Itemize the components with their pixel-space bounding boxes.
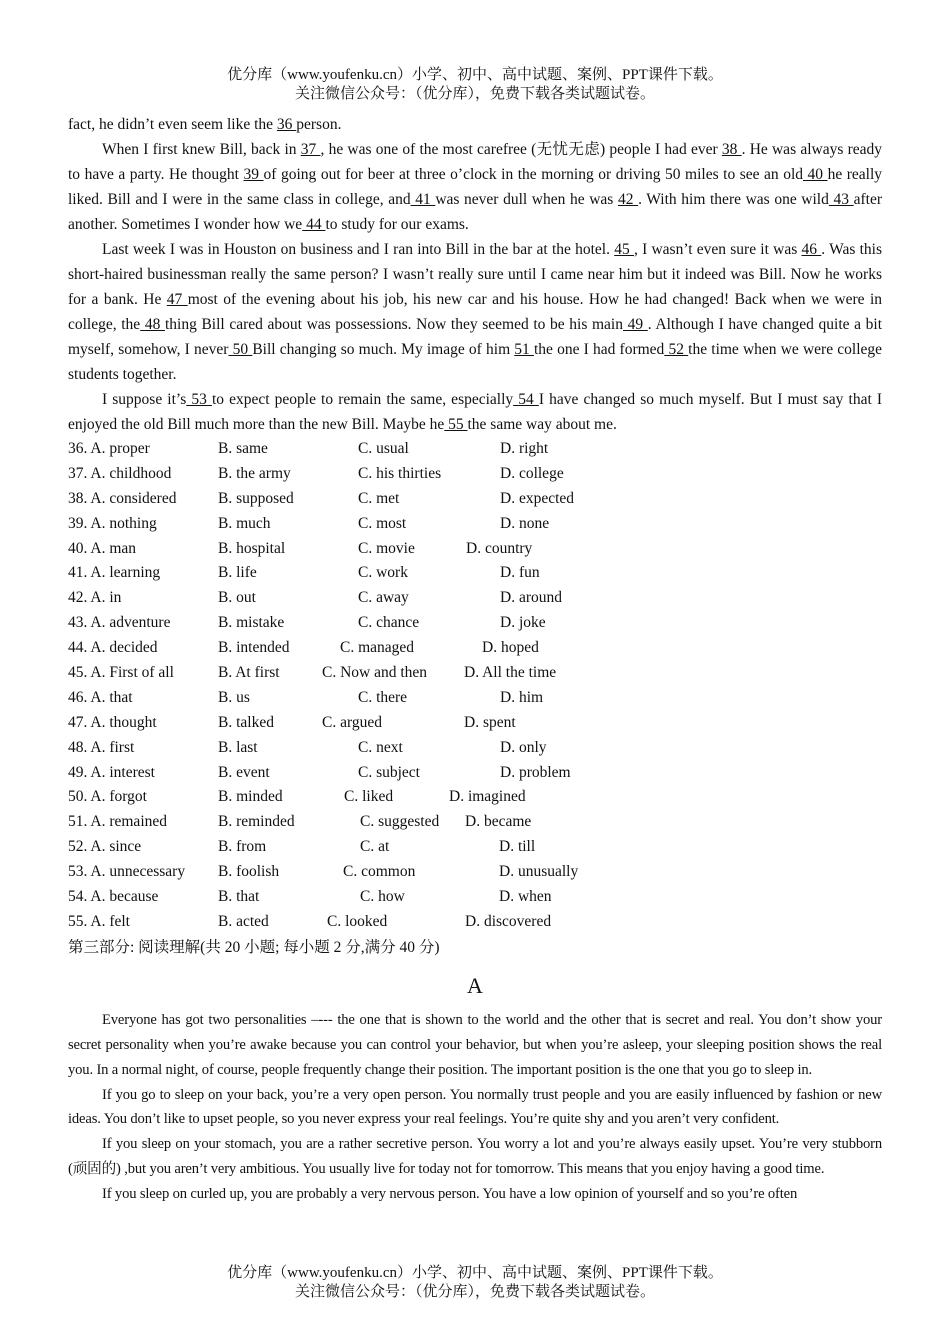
page-footer	[0, 1264, 950, 1302]
option-row-44: 44. A. decided B. intended C. managed D. hoped	[68, 639, 539, 657]
option-row-53: 53. A. unnecessary B. foolish C. common D. unusually	[68, 863, 579, 881]
blank-50: 50	[228, 341, 253, 358]
passage-a-title: A	[467, 972, 483, 998]
blank-36: 36	[276, 116, 297, 133]
page-content	[68, 112, 882, 1207]
blank-40: 40	[803, 166, 828, 183]
option-row-39: 39. A. nothing B. much C. most D. none	[68, 514, 550, 532]
blank-43: 43	[828, 191, 854, 208]
option-row-50: 50. A. forgot B. minded C. liked D. imagined	[68, 788, 526, 806]
blank-53: 53	[186, 391, 212, 408]
cloze-paragraph-3: I suppose it’s 53 to expect people to remain the same, especially 54 I have changed so much myself. But I must say that I enjoyed the old Bill much more than the new Bill. Maybe he 55 the same way about me.	[68, 391, 883, 433]
blank-44: 44	[302, 216, 326, 233]
passage-a-paragraph-2: If you go to sleep on your back, you’re a very open person. You normally trust people and you are easily influenced by fashion or new ideas. You don’t like to upset people, so you never express your real feelings. You’re quite shy and you aren’t very confident.	[68, 1086, 882, 1128]
blank-51: 51	[514, 341, 534, 358]
footer-line-1: 优分库（www.youfenku.cn）小学、初中、高中试题、案例、PPT课件下载。	[227, 1265, 723, 1281]
passage-a-paragraph-3: If you sleep on your stomach, you are a rather secretive person. You worry a lot and you’re always easily upset. You’re very stubborn (顽固的) ,but you aren’t very ambitious. You usually live for today not for tomorrow. This means that you enjoy having a good time.	[68, 1136, 882, 1178]
option-row-43: 43. A. adventure B. mistake C. chance D. joke	[68, 614, 546, 632]
option-row-54: 54. A. because B. that C. how D. when	[68, 888, 552, 906]
option-row-38: 38. A. considered B. supposed C. met D. expected	[68, 489, 575, 507]
blank-37: 37	[300, 141, 321, 158]
header-line-2: 关注微信公众号：（优分库），免费下载各类试题试卷。	[294, 86, 655, 102]
option-row-42: 42. A. in B. out C. away D. around	[68, 589, 562, 607]
option-row-55: 55. A. felt B. acted C. looked D. discovered	[68, 912, 552, 930]
option-row-45: 45. A. First of all B. At first C. Now and then D. All the time	[68, 664, 557, 682]
blank-47: 47	[166, 291, 188, 308]
page-header	[0, 66, 950, 104]
blank-49: 49	[623, 316, 648, 333]
option-row-51: 51. A. remained B. reminded C. suggested D. became	[68, 813, 532, 831]
blank-55: 55	[444, 416, 468, 433]
blank-39: 39	[243, 166, 264, 183]
header-line-1: 优分库（www.youfenku.cn）小学、初中、高中试题、案例、PPT课件下载。	[227, 67, 723, 83]
option-row-36: 36. A. proper B. same C. usual D. right	[68, 440, 549, 457]
cloze-paragraph-2: Last week I was in Houston on business and I ran into Bill in the bar at the hotel. 45 , I wasn’t even sure it was 46 . Was this short-haired businessman really the same person? I wasn’t really sure until I came near him but it indeed was Bill. Now he works for a bank. He 47 most of the evening about his job, his new car and his house. How he had changed! Back when we were in college, the 48 thing Bill cared about was possessions. Now they seemed to be his main 49 . Although I have changed quite a bit myself, somehow, I never 50 Bill changing so much. My image of him 51 the one I had formed 52 the time when we were college students together.	[68, 241, 883, 383]
option-row-41: 41. A. learning B. life C. work D. fun	[68, 564, 540, 582]
option-row-52: 52. A. since B. from C. at D. till	[68, 838, 536, 856]
passage-a-paragraph-4: If you sleep on curled up, you are probably a very nervous person. You have a low opinion of yourself and so you’re often	[102, 1186, 798, 1203]
option-row-46: 46. A. that B. us C. there D. him	[68, 688, 544, 706]
blank-54: 54	[513, 391, 539, 408]
blank-48: 48	[140, 316, 165, 333]
blank-38: 38	[721, 141, 742, 158]
blank-46: 46	[801, 241, 822, 258]
blank-52: 52	[664, 341, 689, 358]
option-row-48: 48. A. first B. last C. next D. only	[68, 738, 547, 756]
option-row-37: 37. A. childhood B. the army C. his thirties D. college	[68, 464, 564, 482]
blank-42: 42	[617, 191, 639, 208]
footer-line-2: 关注微信公众号：（优分库），免费下载各类试题试卷。	[294, 1284, 655, 1300]
option-row-40: 40. A. man B. hospital C. movie D. country	[68, 539, 533, 557]
blank-41: 41	[410, 191, 436, 208]
option-row-47: 47. A. thought B. talked C. argued D. spent	[68, 713, 516, 731]
passage-a-paragraph-1: Everyone has got two personalities –--- the one that is shown to the world and the other that is secret and real. You don’t show your secret personality when you’re awake because you can control your behavior, but when you’re asleep, your sleeping position shows the real you. In a normal night, of course, people frequently change their position. The important position is the one that you go to sleep in.	[68, 1011, 882, 1078]
cloze-paragraph-0: fact, he didn’t even seem like the 36 person.	[68, 116, 342, 133]
cloze-paragraph-1: When I first knew Bill, back in 37 , he was one of the most carefree (无忧无虑) people I had ever 38 . He was always ready to have a party. He thought 39 of going out for beer at three o’clock in the morning or driving 50 miles to see an old 40 he really liked. Bill and I were in the same class in college, and 41 was never dull when he was 42 . With him there was one wild 43 after another. Sometimes I wonder how we 44 to study for our exams.	[68, 141, 883, 233]
blank-45: 45	[614, 241, 634, 258]
options-list	[68, 437, 882, 935]
option-row-49: 49. A. interest B. event C. subject D. problem	[68, 763, 571, 781]
section-3-title: 第三部分: 阅读理解(共 20 小题; 每小题 2 分,满分 40 分)	[68, 938, 440, 956]
